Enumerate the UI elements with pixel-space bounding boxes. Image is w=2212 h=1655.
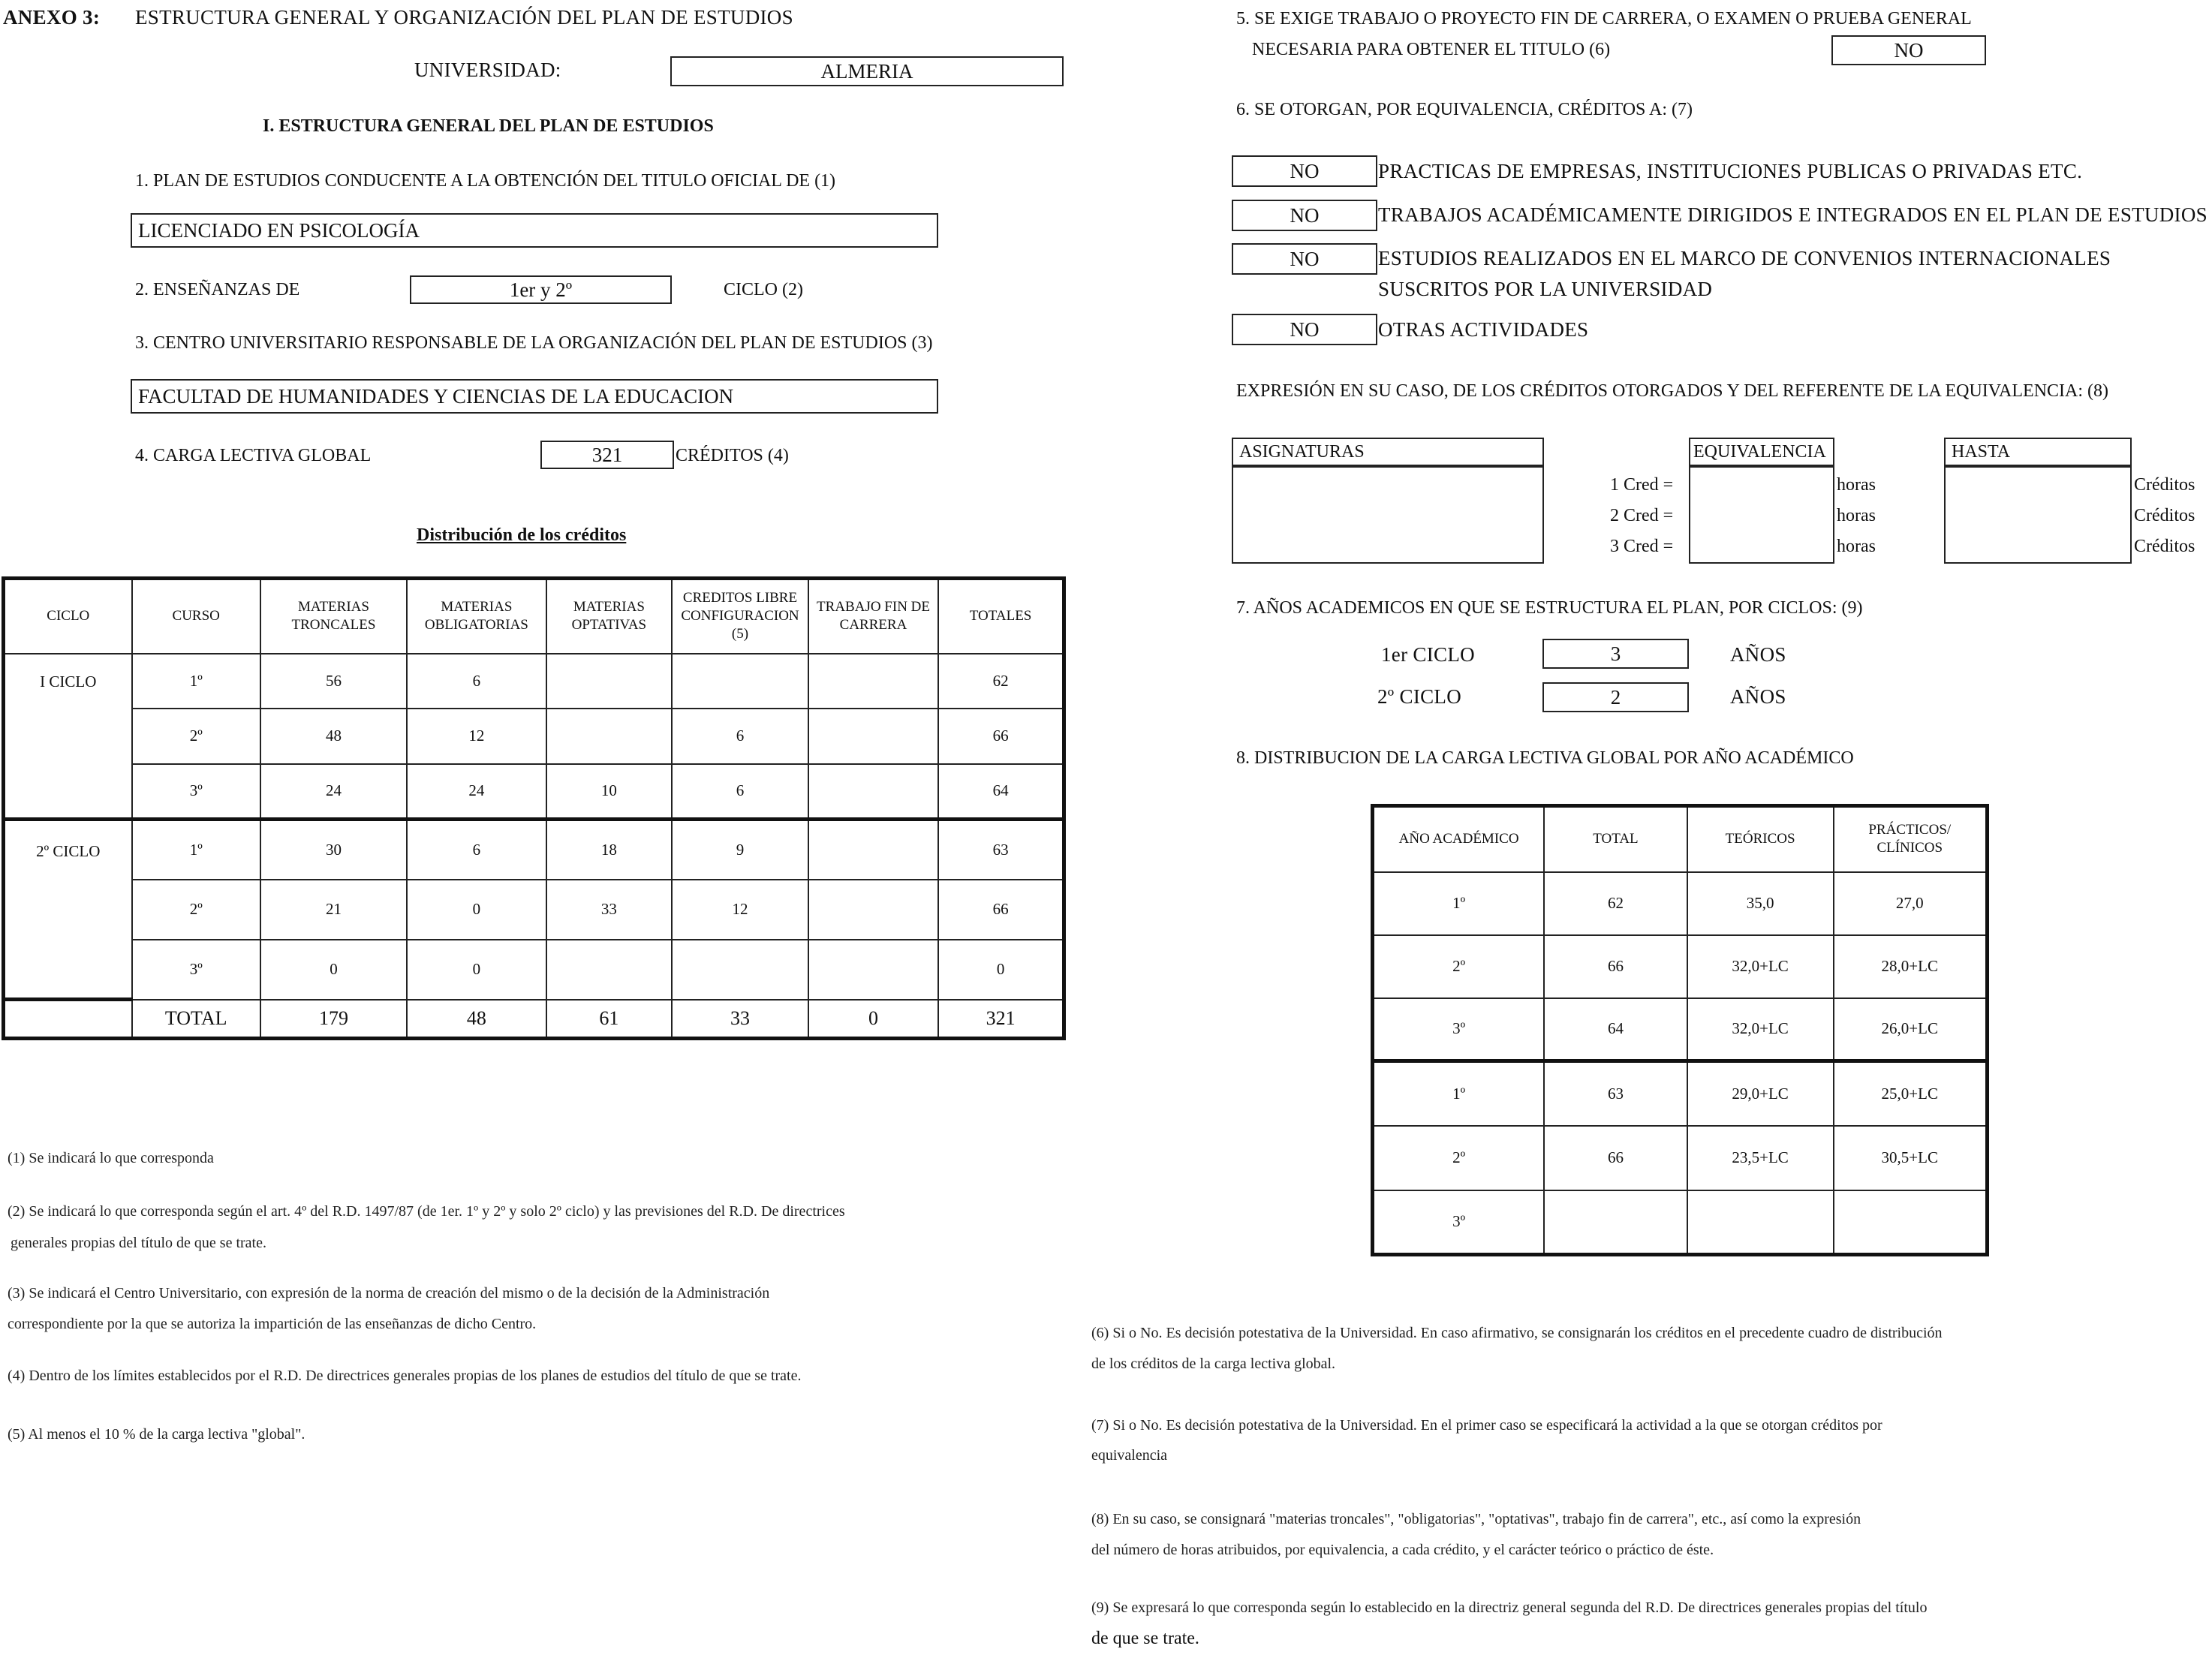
cell: 26,0+LC — [1834, 998, 1988, 1061]
cell: 24 — [407, 764, 546, 820]
question-2: 2. ENSEÑANZAS DE — [135, 280, 300, 299]
note-5: (5) Al menos el 10 % de la carga lectiva "global". — [8, 1426, 305, 1443]
university-label: UNIVERSIDAD: — [414, 59, 561, 81]
asignaturas-header: ASIGNATURAS — [1232, 438, 1544, 466]
cell: 1º — [132, 654, 260, 709]
cell: 63 — [938, 820, 1064, 880]
annex-label: ANEXO 3: — [3, 6, 101, 29]
total-cell: 61 — [546, 1000, 672, 1039]
table-row — [1373, 998, 1988, 1061]
load-table — [1371, 804, 1989, 1256]
cell: 1º — [1373, 1061, 1545, 1126]
question-7: 7. AÑOS ACADEMICOS EN QUE SE ESTRUCTURA EL PLAN, POR CICLOS: (9) — [1236, 598, 1863, 618]
cell — [808, 764, 938, 820]
equivalencia-box — [1689, 466, 1834, 564]
header-troncales: MATERIAS TRONCALES — [260, 579, 407, 654]
total-cell: 33 — [672, 1000, 808, 1039]
cell: 32,0+LC — [1687, 935, 1834, 998]
cell: 3º — [1373, 1190, 1545, 1255]
table-row — [1373, 1061, 1988, 1126]
total-label: TOTAL — [132, 1000, 260, 1039]
table-row — [4, 764, 1064, 820]
center-field: FACULTAD DE HUMANIDADES Y CIENCIAS DE LA EDUCACION — [131, 379, 938, 414]
cell: 33 — [546, 880, 672, 940]
cell: 9 — [672, 820, 808, 880]
option-1-value: NO — [1232, 155, 1377, 187]
note-1: (1) Se indicará lo que corresponda — [8, 1150, 214, 1166]
cred-1-label: 1 Cred = — [1610, 475, 1674, 495]
creditos-label: Créditos — [2134, 506, 2195, 525]
cycle-1-label: I CICLO — [4, 654, 132, 820]
note-2-cont: generales propias del título de que se trate. — [11, 1235, 266, 1251]
table-row — [4, 820, 1064, 880]
credits-table — [2, 576, 1066, 1040]
question-4: 4. CARGA LECTIVA GLOBAL — [135, 446, 372, 465]
cell: 24 — [260, 764, 407, 820]
horas-label: horas — [1837, 537, 1876, 556]
years-label: AÑOS — [1730, 685, 1786, 708]
note-6-cont: de los créditos de la carga lectiva global. — [1091, 1356, 1336, 1372]
cred-3-label: 3 Cred = — [1610, 537, 1674, 556]
table-row — [1373, 935, 1988, 998]
final-project-field: NO — [1831, 35, 1986, 65]
cell — [808, 709, 938, 764]
cell: 2º — [1373, 935, 1545, 998]
cell: 66 — [1544, 1126, 1687, 1190]
cell — [808, 820, 938, 880]
note-7: (7) Si o No. Es decisión potestativa de la Universidad. En el primer caso se especificará la actividad a la que se otorgan créditos por — [1091, 1417, 1882, 1434]
cell: 48 — [260, 709, 407, 764]
cell: 64 — [938, 764, 1064, 820]
total-cell: 321 — [938, 1000, 1064, 1039]
option-4-value: NO — [1232, 314, 1377, 345]
cell: 64 — [1544, 998, 1687, 1061]
header-practicos: PRÁCTICOS/ CLÍNICOS — [1834, 806, 1988, 872]
cell: 6 — [407, 654, 546, 709]
cell — [672, 654, 808, 709]
option-2-label: TRABAJOS ACADÉMICAMENTE DIRIGIDOS E INTEGRADOS EN EL PLAN DE ESTUDIOS — [1378, 203, 2207, 226]
table-row — [1373, 1190, 1988, 1255]
cell: 12 — [407, 709, 546, 764]
cell: 62 — [938, 654, 1064, 709]
cycle-label: CICLO (2) — [724, 280, 803, 299]
asignaturas-box — [1232, 466, 1544, 564]
years-label: AÑOS — [1730, 643, 1786, 666]
note-9-cont: de que se trate. — [1091, 1629, 1199, 1648]
cell: 66 — [938, 880, 1064, 940]
cell: 29,0+LC — [1687, 1061, 1834, 1126]
hasta-box — [1944, 466, 2132, 564]
cell: 27,0 — [1834, 872, 1988, 935]
cell: 35,0 — [1687, 872, 1834, 935]
note-9: (9) Se expresará lo que corresponda según lo establecido en la directriz general segunda del R.D. De directrices generales propias del título — [1091, 1599, 1928, 1616]
cell — [808, 940, 938, 1000]
question-3: 3. CENTRO UNIVERSITARIO RESPONSABLE DE LA ORGANIZACIÓN DEL PLAN DE ESTUDIOS (3) — [135, 333, 933, 353]
cell: 3º — [132, 764, 260, 820]
note-6: (6) Si o No. Es decisión potestativa de la Universidad. En caso afirmativo, se consignarán los créditos en el precedente cuadro de distribución — [1091, 1325, 1943, 1341]
blank-cell — [4, 1000, 132, 1039]
cell — [546, 940, 672, 1000]
cell: 2º — [132, 709, 260, 764]
table-row — [1373, 872, 1988, 935]
cell: 0 — [407, 940, 546, 1000]
table-row — [4, 880, 1064, 940]
cell: 21 — [260, 880, 407, 940]
note-3-cont: correspondiente por la que se autoriza la impartición de las enseñanzas de dicho Centro. — [8, 1316, 537, 1332]
cell — [808, 880, 938, 940]
page-title: ESTRUCTURA GENERAL Y ORGANIZACIÓN DEL PLAN DE ESTUDIOS — [135, 6, 793, 29]
horas-label: horas — [1837, 475, 1876, 495]
expression-label: EXPRESIÓN EN SU CASO, DE LOS CRÉDITOS OTORGADOS Y DEL REFERENTE DE LA EQUIVALENCIA: (8) — [1236, 381, 2109, 401]
option-3-label-cont: SUSCRITOS POR LA UNIVERSIDAD — [1378, 278, 1713, 300]
question-8: 8. DISTRIBUCION DE LA CARGA LECTIVA GLOBAL POR AÑO ACADÉMICO — [1236, 748, 1854, 768]
header-obligatorias: MATERIAS OBLIGATORIAS — [407, 579, 546, 654]
header-libre-configuracion: CREDITOS LIBRE CONFIGURACION (5) — [672, 579, 808, 654]
cell: 28,0+LC — [1834, 935, 1988, 998]
cycle-field: 1er y 2º — [410, 275, 672, 304]
table-row — [4, 940, 1064, 1000]
creditos-label: Créditos — [2134, 475, 2195, 495]
option-3-label: ESTUDIOS REALIZADOS EN EL MARCO DE CONVENIOS INTERNACIONALES — [1378, 247, 2111, 269]
option-3-value: NO — [1232, 243, 1377, 275]
cell: 32,0+LC — [1687, 998, 1834, 1061]
cell: 2º — [1373, 1126, 1545, 1190]
cell — [1544, 1190, 1687, 1255]
header-curso: CURSO — [132, 579, 260, 654]
cell: 62 — [1544, 872, 1687, 935]
question-5: 5. SE EXIGE TRABAJO O PROYECTO FIN DE CARRERA, O EXAMEN O PRUEBA GENERAL — [1236, 9, 1972, 29]
hasta-header: HASTA — [1944, 438, 2132, 466]
cell: 23,5+LC — [1687, 1126, 1834, 1190]
cell: 6 — [672, 764, 808, 820]
header-trabajo-fin: TRABAJO FIN DE CARRERA — [808, 579, 938, 654]
table-row — [1373, 1126, 1988, 1190]
cell — [1687, 1190, 1834, 1255]
option-2-value: NO — [1232, 200, 1377, 231]
cell: 1º — [132, 820, 260, 880]
cell: 12 — [672, 880, 808, 940]
total-cell: 48 — [407, 1000, 546, 1039]
note-8: (8) En su caso, se consignará "materias troncales", "obligatorias", "optativas", trabajo fin de carrera", etc., así como la expresión — [1091, 1511, 1861, 1527]
cell: 2º — [132, 880, 260, 940]
distribution-title: Distribución de los créditos — [417, 525, 627, 545]
option-4-label: OTRAS ACTIVIDADES — [1378, 318, 1589, 341]
creditos-label: Créditos — [2134, 537, 2195, 556]
cell: 3º — [132, 940, 260, 1000]
cell: 1º — [1373, 872, 1545, 935]
header-teoricos: TEÓRICOS — [1687, 806, 1834, 872]
degree-field: LICENCIADO EN PSICOLOGÍA — [131, 213, 938, 248]
university-field: ALMERIA — [670, 56, 1064, 86]
question-6: 6. SE OTORGAN, POR EQUIVALENCIA, CRÉDITOS A: (7) — [1236, 100, 1693, 119]
cycle-2-label: 2º CICLO — [4, 820, 132, 1000]
cell: 30 — [260, 820, 407, 880]
cell: 18 — [546, 820, 672, 880]
total-cell: 179 — [260, 1000, 407, 1039]
table-row — [4, 654, 1064, 709]
cell: 10 — [546, 764, 672, 820]
cycle-2-years-field: 2 — [1542, 682, 1689, 712]
question-1: 1. PLAN DE ESTUDIOS CONDUCENTE A LA OBTENCIÓN DEL TITULO OFICIAL DE (1) — [135, 171, 836, 191]
cycle-2-years-label: 2º CICLO — [1377, 685, 1462, 708]
cell: 30,5+LC — [1834, 1126, 1988, 1190]
section-title: I. ESTRUCTURA GENERAL DEL PLAN DE ESTUDIOS — [263, 116, 714, 136]
total-cell: 0 — [808, 1000, 938, 1039]
cell — [672, 940, 808, 1000]
header-ano: AÑO ACADÉMICO — [1373, 806, 1545, 872]
cell — [546, 654, 672, 709]
horas-label: horas — [1837, 506, 1876, 525]
question-5-cont: NECESARIA PARA OBTENER EL TITULO (6) — [1252, 40, 1611, 59]
note-3: (3) Se indicará el Centro Universitario, con expresión de la norma de creación del mismo o de la decisión de la Administración — [8, 1285, 770, 1301]
cell: 0 — [938, 940, 1064, 1000]
cell: 56 — [260, 654, 407, 709]
cycle-1-years-label: 1er CICLO — [1381, 643, 1475, 666]
table-row — [4, 709, 1064, 764]
cell: 3º — [1373, 998, 1545, 1061]
credits-field: 321 — [540, 441, 674, 469]
cell: 63 — [1544, 1061, 1687, 1126]
note-4: (4) Dentro de los límites establecidos por el R.D. De directrices generales propias de los planes de estudios del título de que se trate. — [8, 1368, 802, 1384]
cred-2-label: 2 Cred = — [1610, 506, 1674, 525]
cell — [546, 709, 672, 764]
cell: 25,0+LC — [1834, 1061, 1988, 1126]
cell: 6 — [407, 820, 546, 880]
cell — [1834, 1190, 1988, 1255]
cell: 6 — [672, 709, 808, 764]
note-2: (2) Se indicará lo que corresponda según el art. 4º del R.D. 1497/87 (de 1er. 1º y 2º y solo 2º ciclo) y las previsiones del R.D. De directrices — [8, 1203, 845, 1220]
cell — [808, 654, 938, 709]
cycle-1-years-field: 3 — [1542, 639, 1689, 669]
credits-label: CRÉDITOS (4) — [676, 446, 789, 465]
cell: 66 — [938, 709, 1064, 764]
cell: 66 — [1544, 935, 1687, 998]
header-totales: TOTALES — [938, 579, 1064, 654]
note-8-cont: del número de horas atribuidos, por equivalencia, a cada crédito, y el carácter teórico o práctico de éste. — [1091, 1542, 1714, 1558]
equivalencia-header: EQUIVALENCIA — [1689, 438, 1834, 466]
header-ciclo: CICLO — [4, 579, 132, 654]
note-7-cont: equivalencia — [1091, 1447, 1168, 1464]
option-1-label: PRACTICAS DE EMPRESAS, INSTITUCIONES PUBLICAS O PRIVADAS ETC. — [1378, 160, 2083, 182]
cell: 0 — [260, 940, 407, 1000]
cell: 0 — [407, 880, 546, 940]
total-row — [4, 1000, 1064, 1039]
header-total: TOTAL — [1544, 806, 1687, 872]
header-optativas: MATERIAS OPTATIVAS — [546, 579, 672, 654]
